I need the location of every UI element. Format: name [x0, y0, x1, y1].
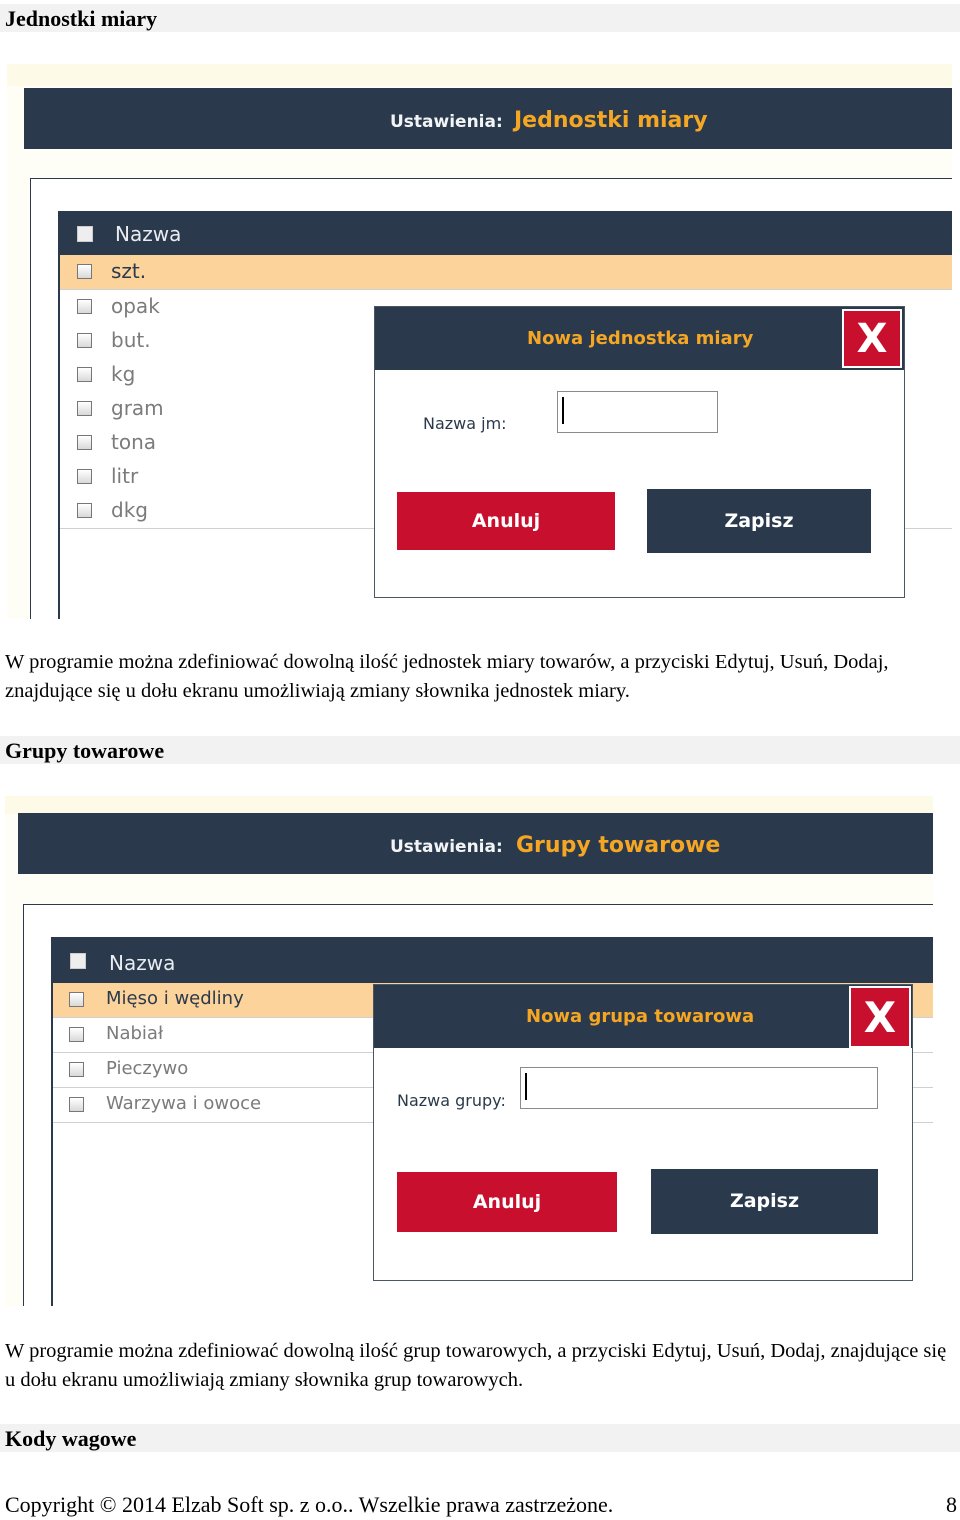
table-header — [60, 211, 952, 255]
unit-name-label: Nazwa jm: — [423, 414, 507, 433]
groups-description: W programie można zdefiniować dowolną ilość grup towarowych, a przyciski Edytuj, Usuń, Dodaj, znajdujące się u dołu ekranu umożliwiają zmiany słownika grup towarowych. — [5, 1340, 947, 1391]
settings-value: Grupy towarowe — [516, 833, 721, 858]
save-button[interactable]: Zapisz — [651, 1169, 878, 1234]
row-name: tona — [111, 430, 157, 454]
column-header-name: Nazwa — [115, 222, 182, 246]
section-heading-units: Jednostki miary — [0, 4, 960, 32]
row-checkbox[interactable] — [69, 1062, 84, 1077]
new-group-dialog — [373, 984, 913, 1281]
row-name: Warzywa i owoce — [106, 1093, 262, 1114]
dialog-header — [375, 307, 904, 370]
copyright-text: Copyright © 2014 Elzab Soft sp. z o.o.. Wszelkie prawa zastrzeżone. — [5, 1492, 614, 1517]
row-name: szt. — [111, 259, 147, 283]
row-checkbox[interactable] — [69, 992, 84, 1007]
page-footer — [5, 1490, 957, 1520]
cancel-button[interactable]: Anuluj — [397, 1172, 617, 1232]
row-name: Nabiał — [106, 1023, 164, 1044]
save-button[interactable]: Zapisz — [647, 489, 871, 553]
settings-label: Ustawienia: — [390, 112, 503, 132]
page-number: 8 — [946, 1492, 957, 1517]
row-name: opak — [111, 294, 160, 318]
row-checkbox[interactable] — [77, 469, 92, 484]
row-name: but. — [111, 328, 151, 352]
settings-header — [18, 813, 933, 874]
row-name: Mięso i wędliny — [106, 988, 244, 1009]
units-description: W programie można zdefiniować dowolną ilość jednostek miary towarów, a przyciski Edytuj, Usuń, Dodaj, znajdujące się u dołu ekranu umożliwiają zmiany słownika jednostek miary. — [5, 651, 889, 702]
close-icon[interactable]: X — [842, 309, 902, 368]
select-all-checkbox[interactable] — [70, 953, 86, 969]
column-header-name: Nazwa — [109, 951, 176, 975]
dialog-header — [374, 985, 912, 1048]
settings-header — [24, 88, 952, 149]
row-checkbox[interactable] — [77, 401, 92, 416]
settings-value: Jednostki miary — [514, 108, 708, 133]
row-checkbox[interactable] — [77, 503, 92, 518]
close-icon[interactable]: X — [849, 986, 911, 1048]
group-name-label: Nazwa grupy: — [397, 1091, 506, 1110]
table-row[interactable] — [60, 255, 952, 290]
units-screenshot — [7, 64, 952, 619]
dialog-title: Nowa grupa towarowa — [526, 1006, 755, 1027]
section-heading-groups: Grupy towarowe — [0, 736, 960, 764]
row-checkbox[interactable] — [77, 333, 92, 348]
row-name: kg — [111, 362, 136, 386]
row-checkbox[interactable] — [77, 367, 92, 382]
select-all-checkbox[interactable] — [77, 226, 93, 242]
row-name: gram — [111, 396, 164, 420]
row-checkbox[interactable] — [77, 264, 92, 279]
dialog-title: Nowa jednostka miary — [527, 328, 754, 349]
settings-label: Ustawienia: — [390, 837, 503, 857]
unit-name-input[interactable] — [557, 391, 718, 433]
group-name-input[interactable] — [520, 1067, 878, 1109]
row-checkbox[interactable] — [77, 435, 92, 450]
groups-screenshot — [5, 796, 933, 1306]
row-checkbox[interactable] — [69, 1097, 84, 1112]
row-name: dkg — [111, 498, 148, 522]
cancel-button[interactable]: Anuluj — [397, 492, 615, 550]
section-heading-weight-codes: Kody wagowe — [0, 1424, 960, 1452]
table-header — [53, 937, 933, 983]
new-unit-dialog — [374, 306, 905, 598]
row-checkbox[interactable] — [69, 1027, 84, 1042]
row-checkbox[interactable] — [77, 299, 92, 314]
row-name: litr — [111, 464, 139, 488]
row-name: Pieczywo — [106, 1058, 189, 1079]
